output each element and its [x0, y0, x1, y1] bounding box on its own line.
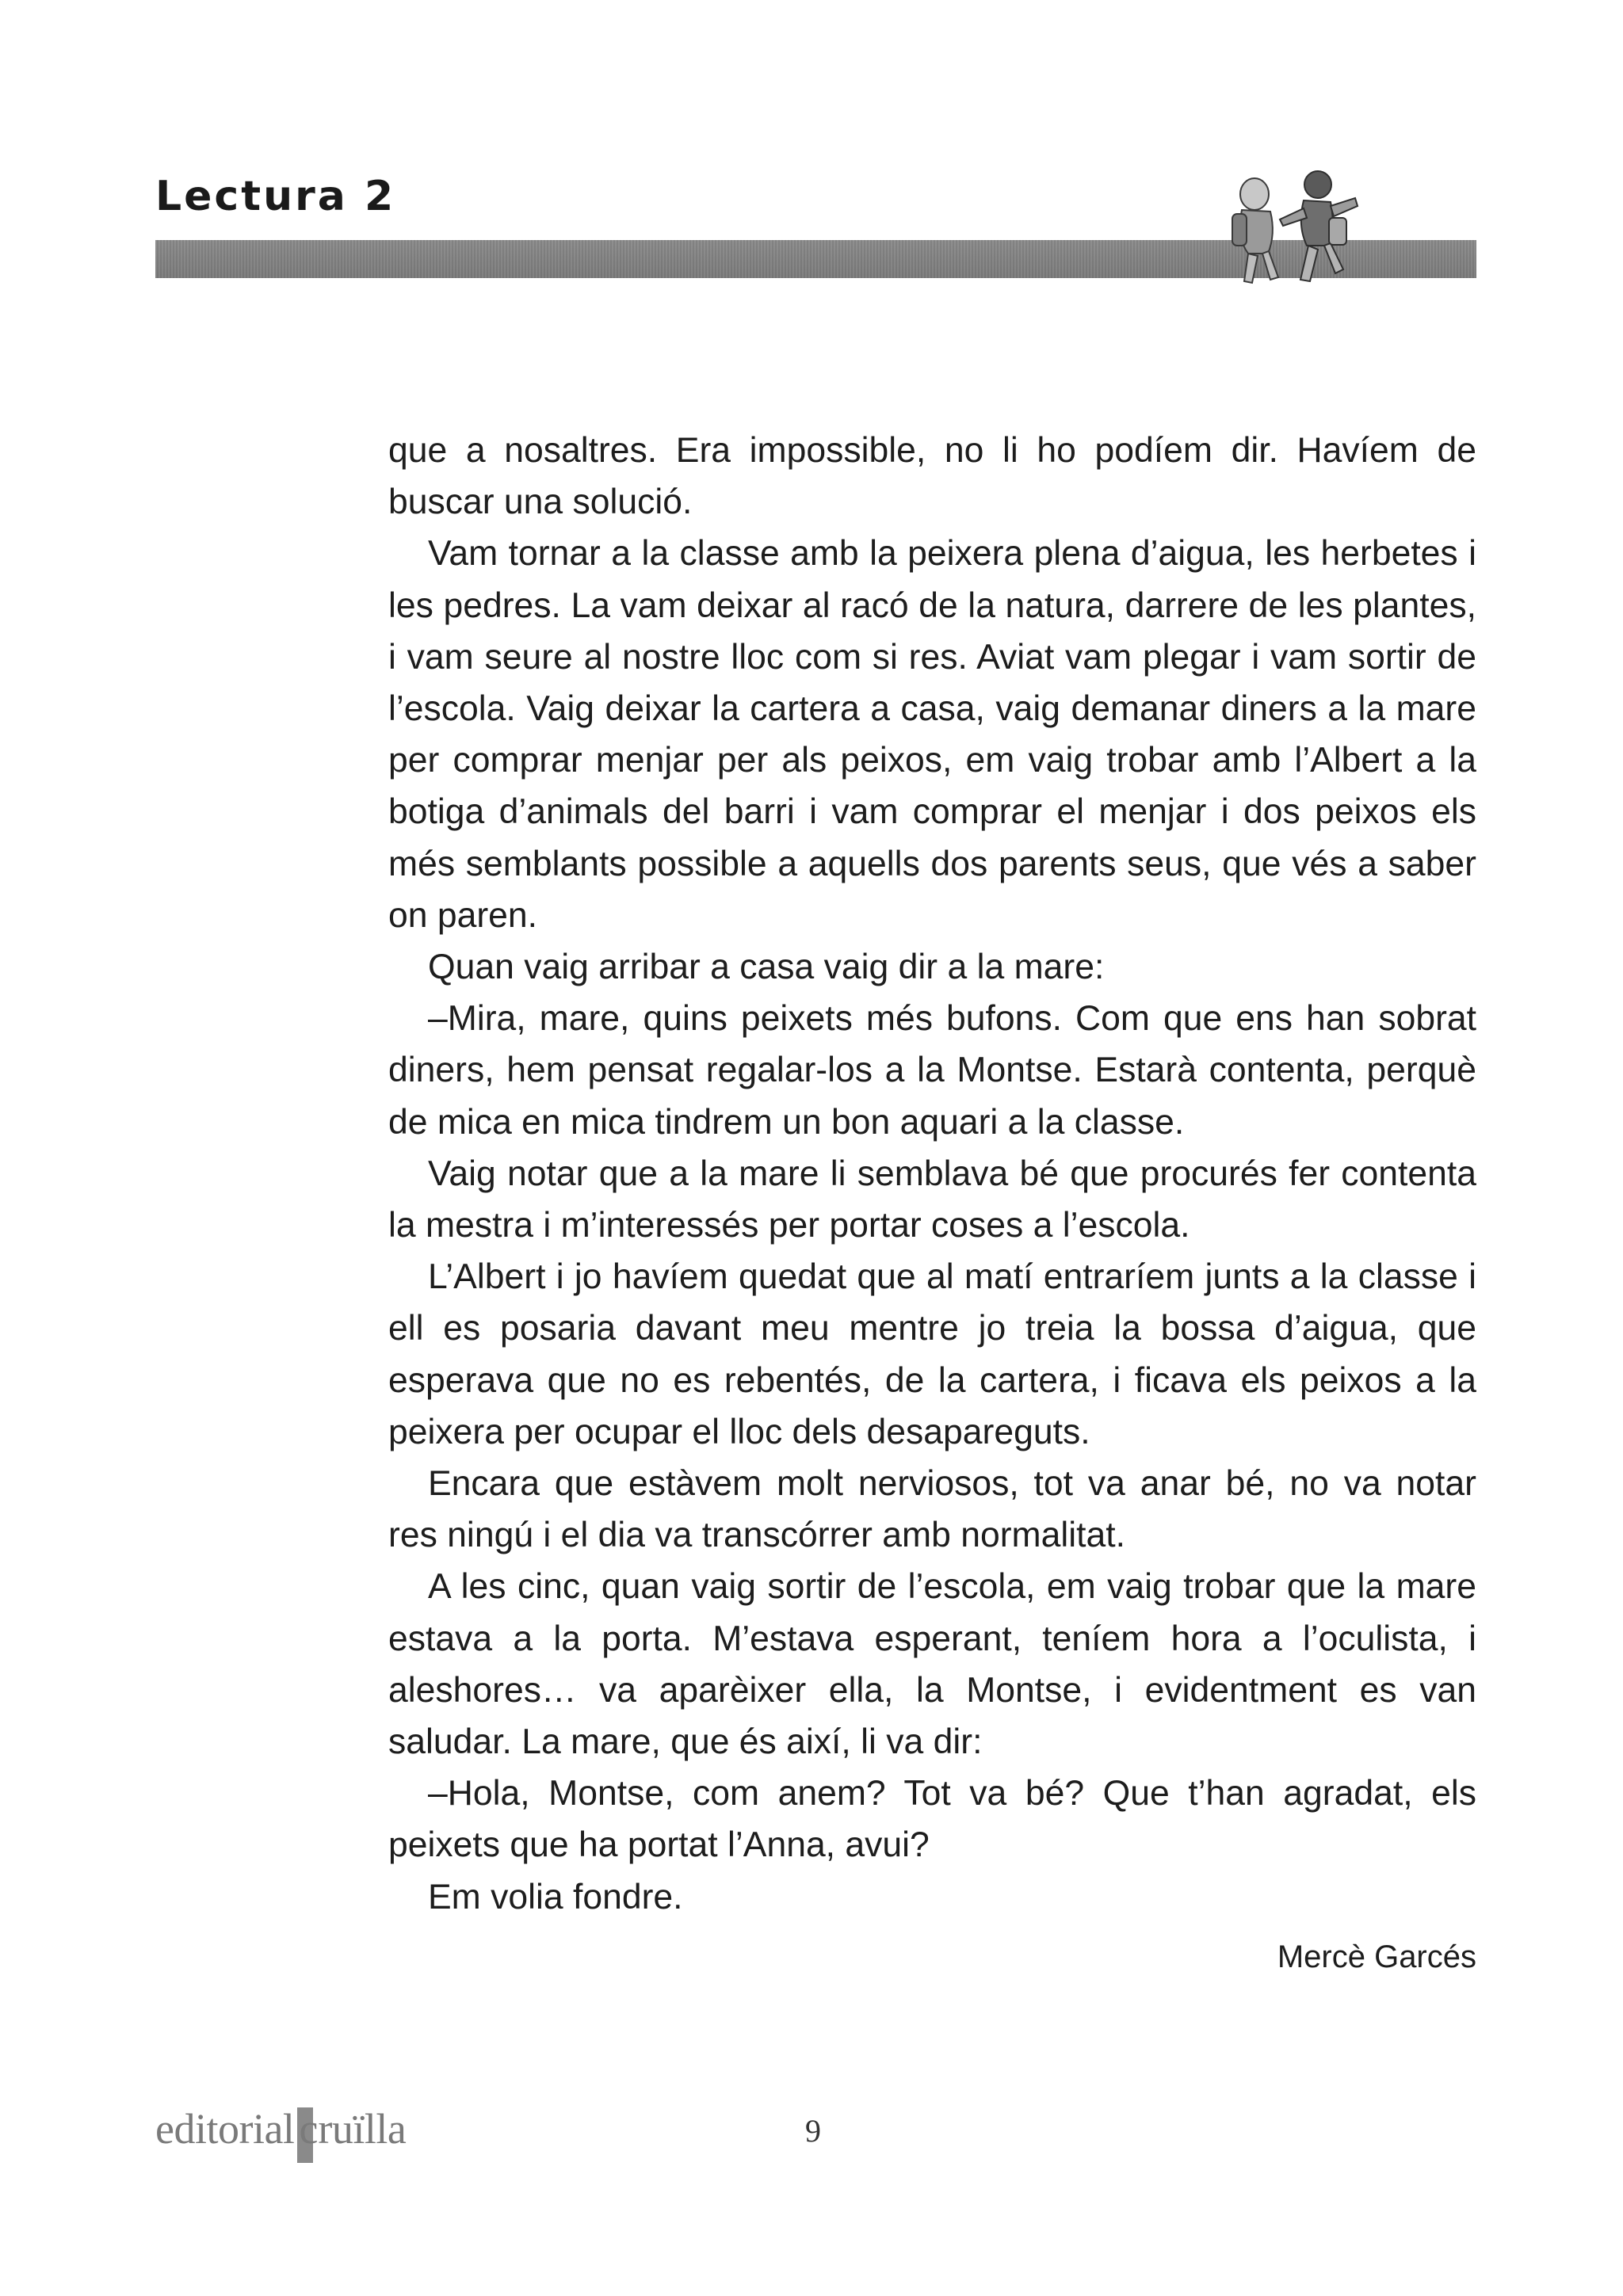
paragraph: Encara que estàvem molt nerviosos, tot va anar bé, no va notar res ningú i el dia va transcórrer amb normalitat. — [388, 1464, 1476, 1555]
paragraph: Vaig notar que a la mare li semblava bé que procurés fer contenta la mestra i m’interessés per portar coses a l’escola. — [388, 1154, 1476, 1245]
paragraph: Quan vaig arribar a casa vaig dir a la mare: — [428, 948, 1105, 987]
publisher-logo — [155, 2107, 406, 2163]
paragraph: Em volia fondre. — [428, 1877, 683, 1917]
publisher-prefix: editorial — [155, 2105, 295, 2153]
page-number: 9 — [805, 2113, 821, 2149]
publisher-mark-letter: c — [299, 2105, 319, 2153]
reading-text — [388, 425, 1476, 1923]
paragraph: –Hola, Montse, com anem? Tot va bé? Que t’han agradat, els peixets que ha portat l’Anna, avui? — [388, 1774, 1476, 1865]
publisher-mark — [297, 2107, 318, 2163]
paragraph: Vam tornar a la classe amb la peixera plena d’aigua, les herbetes i les pedres. La vam deixar al racó de la natura, darrere de les plantes, i vam seure al nostre lloc com si res. Aviat vam plegar i vam sortir de l’escola. Vaig deixar la cartera a casa, vaig demanar diners a la mare per comprar menjar per als peixos, em vaig trobar amb l’Albert a la botiga d’animals del barri i vam comprar el menjar i dos peixos els més semblants possible a aquells dos parents seus, que vés a saber on paren. — [388, 534, 1476, 935]
paragraph: L’Albert i jo havíem quedat que al matí entraríem junts a la classe i ell es posaria davant meu mentre jo treia la bossa d’aigua, que esperava que no es rebentés, de la cartera, i ficava els peixos a la peixera per ocupar el lloc dels desapareguts. — [388, 1257, 1476, 1451]
lesson-title: Lectura 2 — [155, 173, 396, 220]
paragraph: A les cinc, quan vaig sortir de l’escola, em vaig trobar que la mare estava a la porta. M’estava esperant, teníem hora a l’oculista, i aleshores… va aparèixer ella, la Montse, i evidentment es van saludar. La mare, que és així, li va dir: — [388, 1567, 1476, 1762]
children-playing-illustration — [1224, 162, 1367, 289]
paragraph: –Mira, mare, quins peixets més bufons. Com que ens han sobrat diners, hem pensat regalar-los a la Montse. Estarà contenta, perquè de mica en mica tindrem un bon aquari a la classe. — [388, 999, 1476, 1142]
author-name: Mercè Garcés — [1277, 1939, 1476, 1974]
paragraph: que a nosaltres. Era impossible, no li ho podíem dir. Havíem de buscar una solució. — [388, 431, 1476, 522]
publisher-suffix: ruïlla — [318, 2105, 407, 2153]
